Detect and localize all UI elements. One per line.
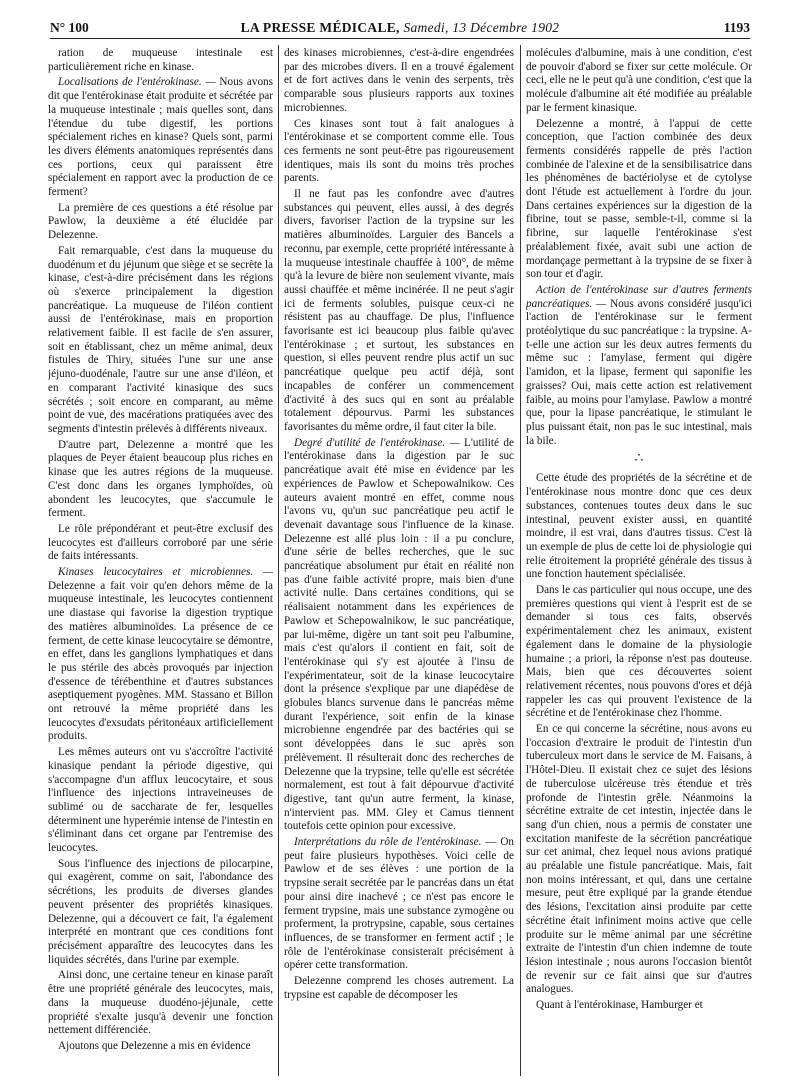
section-title: Degré d'utilité de l'entérokinase. — <box>294 436 460 449</box>
paragraph <box>526 999 752 1013</box>
paragraph <box>48 76 273 199</box>
paragraph <box>284 47 514 116</box>
paragraph <box>284 975 514 1002</box>
paragraph-text: Dans le cas particulier qui nous occupe, une des premières questions qui vient à l'esprit est de se demander si tous ces faits, observés expérimentalement chez les animaux, existent également dans le domaine de la physiologie humaine ; a priori, la réponse n'est pas douteuse. Mais, bien que ces découvertes soient relativement récentes, nous pouvons d'ores et déjà rappeler les cas qui prouvent l'existence de la sécrétine et de l'entérokinase chez l'homme. <box>526 584 752 720</box>
paragraph <box>48 566 273 744</box>
paragraph <box>48 969 273 1038</box>
paragraph-text: Nous avons considéré jusqu'ici l'action de l'entérokinase sur le ferment protéolytique du suc pancréatique : la trypsine. A-t-elle une action sur les deux autres ferments du même suc : l'amylase, ferment qui digère l'amidon, et la lipase, ferment qui saponifie les graisses? Oui, mais cette action est relativement faible, au moins pour l'amylase. Pawlow a montré que, pour la lipase pancréatique, le stimulant le plus puissant était, non pas le suc intestinal, mais la bile. <box>526 297 752 447</box>
page-number: 1193 <box>723 20 750 35</box>
paragraph <box>526 284 752 448</box>
paragraph <box>48 746 273 856</box>
section-title: Kinases leucocytaires et microbiennes. — <box>58 566 273 579</box>
paragraph <box>284 836 514 973</box>
paragraph-text: Nous avons dit que l'entérokinase était produite et sécrétée par la muqueuse intestinale ; mais quelles sont, dans l'étendue du tube digestif, les portions spécialement riches en kinase? Quels sont, parmi les divers éléments anatomiques représentés dans ces portions, ceux qui paraissent être spécialement en rapport avec la production de ce ferment? <box>48 76 273 199</box>
section-title: Interprétations du rôle de l'entérokinase. <box>294 836 482 849</box>
paragraph-text: Il ne faut pas les confondre avec d'autres substances qui peuvent, elles aussi, à des degrés divers, favoriser l'action de la trypsine sur les matières albuminoïdes. Larguier des Bancels a reconnu, par exemple, cette propriété intéressante à la muqueuse intestinale chauffée à 100°, de même qu'à la levure de bière non seulement vivante, mais aussi chauffée et même incinérée. Il ne peut s'agir ici de ferments solubles, puisque ceux-ci ne résistent pas au chauffage. De plus, l'influence favorisante est ici beaucoup plus faible qu'avec l'entérokinase ; et surtout, les substances en question, si elles peuvent rendre plus actif un suc pancréatique quelque peu actif déjà, sont incapables de conférer un commencement d'activité à des sucs qui en sont au préalable totalement dépourvus. Parmi les substances favorisantes du même ordre, il faut citer la bile. <box>284 188 514 433</box>
section-title: Localisations de l'entérokinase. — <box>58 76 216 89</box>
paragraph-text: molécules d'albumine, mais à une condition, c'est de pouvoir d'abord se fixer sur cette molécule. Or ceci, elle ne le peut qu'à une condition, c'est que la molécule d'albumine ait été modifiée au préalable par le ferment kinasique. <box>526 47 752 114</box>
paragraph <box>526 584 752 721</box>
paragraph <box>526 472 752 582</box>
paragraph <box>48 1040 273 1054</box>
issue-date: Samedi, 13 Décembre 1902 <box>403 20 560 35</box>
paragraph <box>284 437 514 834</box>
paragraph-text: Cette étude des propriétés de la sécrétine et de l'entérokinase nous montre donc que ces deux substances, contenues toutes deux dans le suc intestinal, peuvent exister aussi, en quantité moindre, il est vrai, dans d'autres tissus. C'est là un exemple de plus de cette loi de physiologie qui relie étroitement la propriété générale des tissus à une fonction hautement spécialisée. <box>526 472 752 581</box>
paragraph-text: Delezenne a fait voir qu'en dehors même de la muqueuse intestinale, les leucocytes contiennent une diastase qui favorise la digestion tryptique des matières albuminoïdes. La présence de ce ferment, de cette kinase leucocytaire se démontre, en effet, dans les ganglions lymphatiques et dans le pus stérile des abcès provoqués par injection d'essence de térébenthine et d'autres substances aseptiquement pyogènes. MM. Stassano et Billon ont retrouvé la même propriété dans les leucocytes d'exsudats péritonéaux artificiellement produits. <box>48 579 273 743</box>
column-3 <box>526 47 752 1074</box>
paragraph-text: La première de ces questions a été résolue par Pawlow, la deuxième a été élucidée par Delezenne. <box>48 201 273 242</box>
paragraph-text: Fait remarquable, c'est dans la muqueuse du duodénum et du jéjunum que siège et se secrète la kinase, c'est-à-dire précisément dans les régions où s'exerce principalement la digestion pancréatique. La muqueuse de l'iléon contient aussi de l'entérokinase, mais en proportion relativement faible. Il est facile de s'en assurer, soit en établissant, chez un même animal, deux fistules de Thiry, situées l'une sur une anse jéjuno-duodénale, l'autre sur une anse d'iléon, et en comparant l'activité kinasique des sucs sécrétés ; soit encore en comparant, au même point de vue, des macérations pratiquées avec des segments d'intestin prélevés à différents niveaux. <box>48 244 273 435</box>
paragraph-text: ration de muqueuse intestinale est particulièrement riche en kinase. <box>48 47 273 73</box>
paragraph <box>284 188 514 435</box>
paragraph-text: des kinases microbiennes, c'est-à-dire engendrées par des microbes divers. Il en a trouvé également et de fort actives dans le venin des serpents, très comparable sous plusieurs rapports aux toxines microbiennes. <box>284 47 514 114</box>
column-2 <box>284 47 514 1074</box>
paragraph-text: D'autre part, Delezenne a montré que les plaques de Peyer étaient beaucoup plus riches en kinase que les autres régions de la muqueuse. C'est donc dans les organes lymphoïdes, où abondent les leucocytes, que s'accumule le ferment. <box>48 438 273 520</box>
paragraph <box>526 47 752 116</box>
header-rule <box>50 38 750 39</box>
paragraph-text: Delezenne a montré, à l'appui de cette conception, que l'action combinée des deux ferments considérés rappelle de près l'action combinée de l'alexine et de la sensibilisatrice dans les phénomènes de bactériolyse et de cytolyse dont l'étude est actuellement à l'ordre du jour. Dans certaines expériences sur la digestion de la fibrine, tout se passe, semble-t-il, comme si la fibrine, sur laquelle l'entérokinase s'est préalablement fixée, avait subi une action de mordançage permettant à la trypsine de se fixer à son tour et d'agir. <box>526 117 752 281</box>
paragraph <box>526 723 752 997</box>
paragraph <box>284 118 514 187</box>
paragraph <box>48 858 273 968</box>
paragraph-text: Ces kinases sont tout à fait analogues à l'entérokinase et se comportent comme elle. Tous ces ferments ne sont peut-être pas rigoureusement identiques, mais ils sont du moins très proches parents. <box>284 117 514 185</box>
paragraph <box>48 523 273 564</box>
paragraph <box>526 118 752 282</box>
section-divider: ∴ <box>634 451 644 467</box>
paragraph-text: — On peut faire plusieurs hypothèses. Voici celle de Pawlow et de ses élèves : une portion de la trypsine serait secrétée par le pancréas dans un état pour ainsi dire inachevé ; ce n'est pas encore le ferment trypsine, mais une substance zymogène ou proferment, la protrypsine, capable, sous certaines influences, de se transformer en ferment actif ; le rôle de l'entérokinase consisterait précisément à opérer cette transformation. <box>284 836 514 972</box>
paragraph-text: Sous l'influence des injections de pilocarpine, qui exagèrent, comme on sait, l'abondance des sécrétions, les produits de diverses glandes peuvent présenter des propriétés kinasiques. Delezenne, qui a découvert ce fait, l'a également interprété en montrant que ces conditions font précisément apparaître des leucocytes dans les liquides sécrétés, dans l'urine par exemple. <box>48 857 273 966</box>
paragraph <box>48 439 273 521</box>
paragraph-text: Quant à l'entérokinase, Hamburger et <box>536 999 703 1012</box>
paragraph <box>48 245 273 437</box>
paragraph-text: Les mêmes auteurs ont vu s'accroître l'activité kinasique pendant la période digestive, qui s'accompagne d'un afflux leucocytaire, et sous l'influence des injections intraveineuses de sublimé ou de saccharate de fer, lesquelles déterminent une hyperémie intense de l'intestin en s'éliminant dans cet organe par l'entremise des leucocytes. <box>48 746 273 855</box>
paragraph-text: L'utilité de l'entérokinase dans la digestion par le suc pancréatique avait été mise en évidence par les expériences de Pawlow et Schepowalnikow. Ces auteurs avaient montré en effet, comme nous l'avons vu, qu'un suc pancréatique peu actif le devenait davantage sous l'influence de la kinase. Delezenne est allé plus loin : il a pu conclure, d'une série de belles recherches, que le suc pancréatique absolument pur était en réalité non pas d'une faible activité propre, mais bien d'une activité nulle. Dans certaines conditions, qui se réalisaient notamment dans les expériences de Pawlow et Schepowalnikow, le suc pancréatique, par lui-même, digère un tant soit peu l'albumine, mais c'est qu'alors il contient en fait, soit de l'entérokinase qui s'y est ajoutée à l'insu de l'expérimentateur, soit de la kinase leucocytaire dont la présence s'explique par une diapédèse de globules blancs survenue dans le pancréas même durant l'expérience, soit enfin de la kinase microbienne engendrée par des bactéries qui se sont développées dans le suc après son prélèvement. Il résulterait donc des recherches de Delezenne que la trypsine, telle qu'elle est sécrétée normalement, est tout à fait dépourvue d'activité digestive, tant qu'un autre ferment, la kinase, n'intervient pas. MM. Gley et Camus tiennent toutefois cette opinion pour excessive. <box>284 436 514 833</box>
running-header <box>50 20 750 40</box>
paragraph <box>48 47 273 74</box>
paragraph <box>48 202 273 243</box>
column-1 <box>48 47 273 1074</box>
paragraph-text: Delezenne comprend les choses autrement. La trypsine est capable de décomposer les <box>284 975 514 1001</box>
issue-number: N° 100 <box>50 20 89 35</box>
column-divider-2 <box>520 45 521 1076</box>
section-title: Action de l'entérokinase sur d'autres ferments pancréatiques. — <box>526 283 752 310</box>
paragraph-text: En ce qui concerne la sécrétine, nous avons eu l'occasion d'extraire le produit de l'intestin d'un tuberculeux mort dans le service de M. Faisans, à l'Hôtel-Dieu. Il existait chez ce sujet des lésions de tuberculose ulcéreuse très étendue et très profonde de l'intestin grêle. Néanmoins la sécrétine extraite de cet intestin, injectée dans le sang d'un chien, nous a permis de constater une excitation manifeste de la sécrétion pancréatique sur cet animal, chez lequel nous avions pratiqué au préalable une fistule pancréatique. Mais, fait non moins intéressant, et qui, dans une certaine mesure, peut être expliqué par la grande étendue des lésions, l'excitation ainsi produite par cette sécrétine était infiniment moins active que celle produite sur le même animal par une sécrétine extraite de l'intestin d'un chien indemne de toute lésion intestinale ; nous aurons l'occasion bientôt de revenir sur ce fait ainsi que sur d'autres analogues. <box>526 723 752 996</box>
paragraph-text: Le rôle prépondérant et peut-être exclusif des leucocytes est d'ailleurs corroboré par une série de faits intéressants. <box>48 522 273 563</box>
journal-title-line <box>50 20 750 36</box>
column-divider-1 <box>278 45 279 1076</box>
paragraph-text: Ajoutons que Delezenne a mis en évidence <box>58 1039 251 1052</box>
journal-title: LA PRESSE MÉDICALE, <box>240 20 400 35</box>
paragraph-text: Ainsi donc, une certaine teneur en kinase paraît être une propriété générale des leucocytes, mais, dans la muqueuse duodéno-jéjunale, cette propriété s'exalte jusqu'à devenir une fonction nettement différenciée. <box>48 969 273 1037</box>
